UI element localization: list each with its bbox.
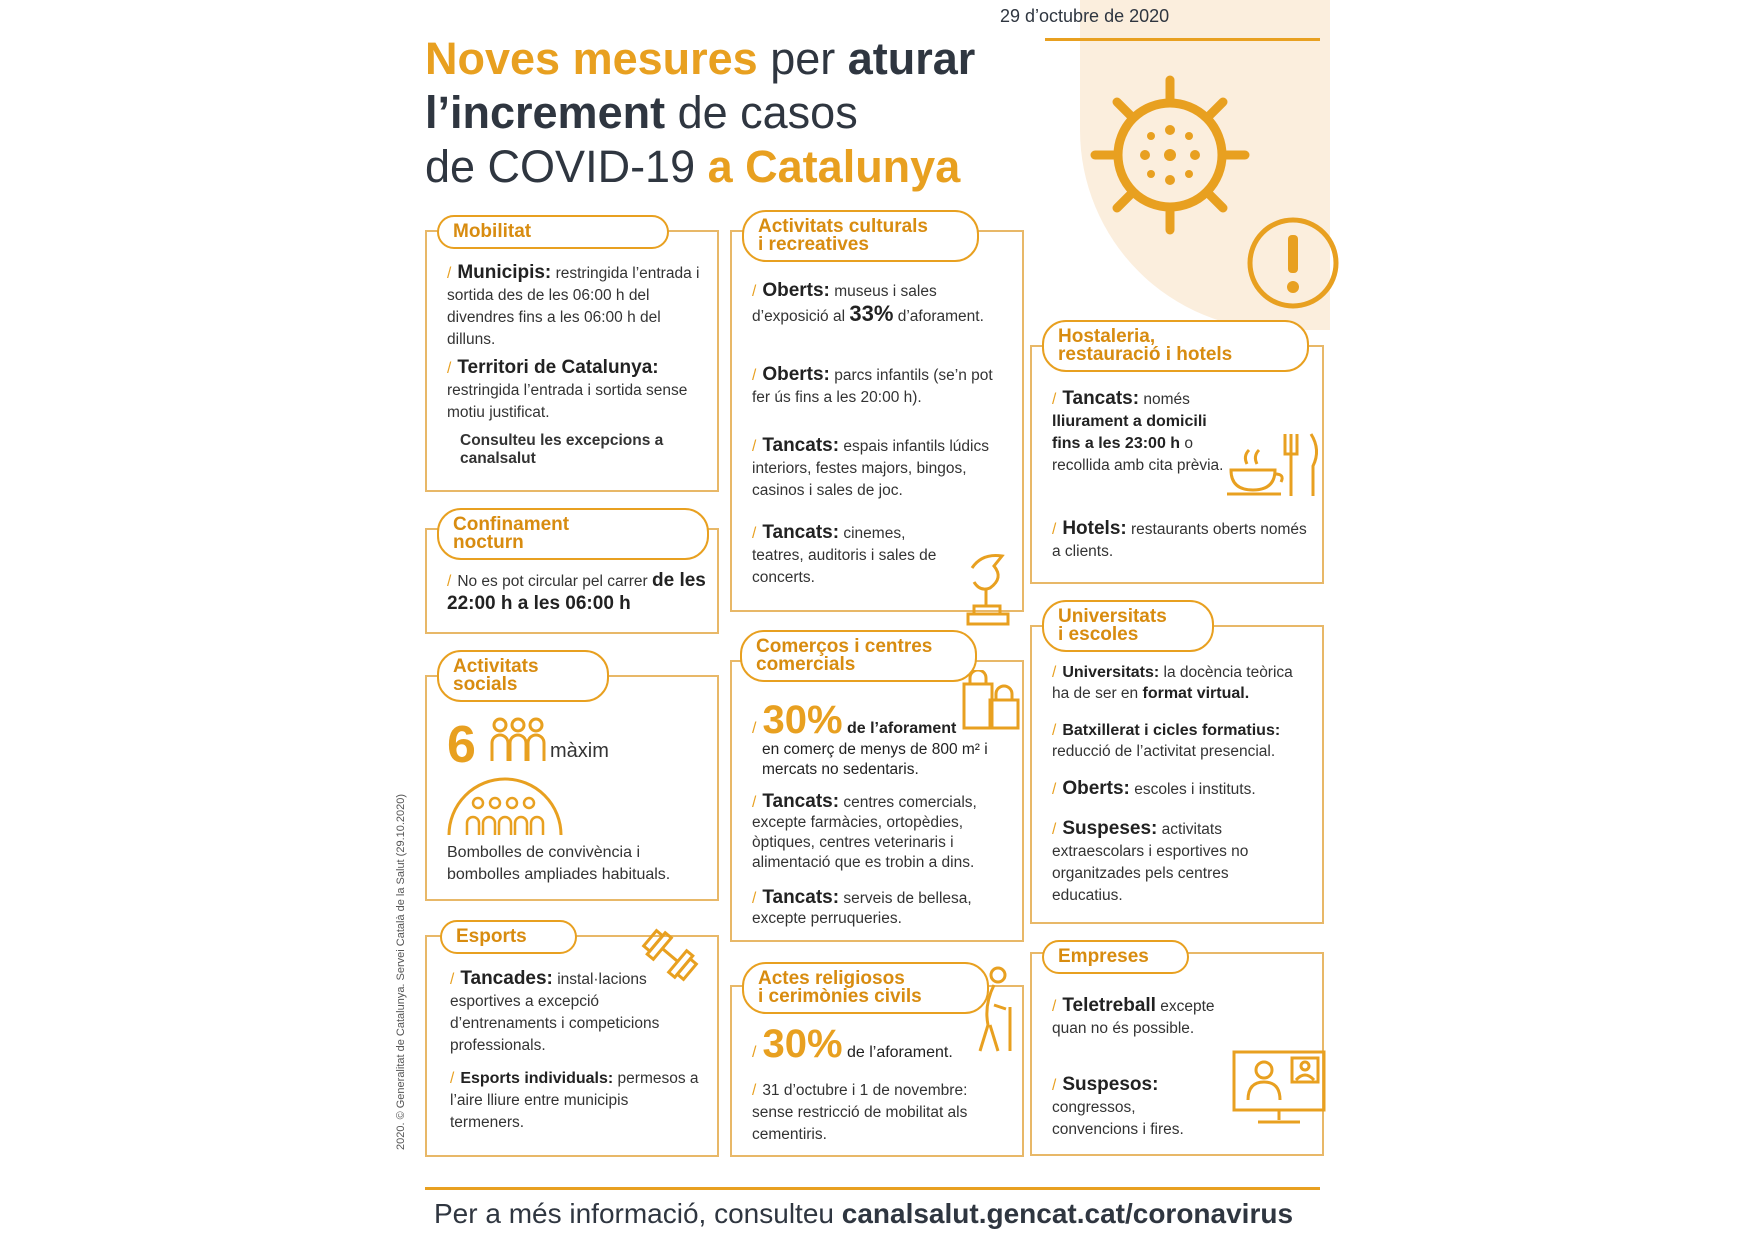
copyright-note: 2020. © Generalitat de Catalunya. Servei Català de la Salut (29.10.2020)	[395, 793, 407, 1150]
comercos-item-centres: / Tancats: centres comercials, excepte farmàcies, ortopèdies, òptiques, centres veterinaris i alimentació que es trobin a dins.	[752, 791, 977, 871]
universitats-item-oberts: / Oberts: escoles i instituts.	[1052, 778, 1256, 799]
socials-header: Activitats socials	[437, 650, 609, 702]
bubble-people-icon	[445, 775, 565, 837]
date: 29 d’octubre de 2020	[1000, 6, 1170, 26]
footer-link[interactable]: canalsalut.gencat.cat/coronavirus	[841, 1198, 1294, 1229]
cultura-item-cinemes: / Tancats: cinemes, teatres, auditoris i sales de concerts.	[752, 522, 937, 586]
hostaleria-item-tancats: / Tancats: només lliurament a domicili fins a les 23:00 h o recollida amb cita prèvia.	[1052, 388, 1224, 474]
empreses-item-suspesos: / Suspesos: congressos, convencions i fires.	[1052, 1074, 1184, 1138]
cultura-item-museus: / Oberts: museus i sales d’exposició al 33% d’aforament.	[752, 280, 984, 326]
statue-icon	[962, 548, 1014, 628]
warning-icon	[1245, 215, 1341, 311]
comercos-header: Comerços i centres comercials	[740, 630, 977, 682]
mobilitat-item-territori: / Territori de Catalunya: restringida l’entrada i sortida sense motiu justificat.	[447, 357, 688, 421]
mobilitat-item-municipis: / Municipis: restringida l’entrada i sortida des de les 06:00 h del divendres fins a les 06:00 h del dilluns.	[447, 262, 700, 348]
empreses-header: Empreses	[1042, 940, 1189, 974]
hostaleria-item-hotels: / Hotels: restaurants oberts només a clients.	[1052, 518, 1307, 560]
universitats-item-suspeses: / Suspeses: activitats extraescolars i esportives no organitzades pels centres educatius.	[1052, 818, 1249, 904]
footer-divider	[425, 1187, 1320, 1190]
socials-label: màxim	[550, 740, 609, 762]
footer-info: Per a més informació, consulteu canalsalut.gencat.cat/coronavirus	[434, 1198, 1294, 1229]
coffee-cutlery-icon	[1225, 430, 1325, 500]
comercos-item-aforament-detail: en comerç de menys de 800 m² i mercats no sedentaris.	[762, 741, 988, 778]
universitats-item-universitats: / Universitats: la docència teòrica ha de ser en format virtual.	[1052, 664, 1293, 702]
virus-icon	[1085, 70, 1255, 240]
universitats-header: Universitats i escoles	[1042, 600, 1214, 652]
religiosos-header: Actes religiosos i cerimònies civils	[742, 962, 989, 1014]
empreses-item-teletreball: / Teletreball excepte quan no és possible.	[1052, 995, 1215, 1037]
confinament-header: Confinament nocturn	[437, 508, 709, 560]
socials-text: Bombolles de convivència i bombolles ampliades habituals.	[447, 844, 671, 883]
esports-item-individuals: / Esports individuals: permesos a l’aire lliure entre municipis termeners.	[450, 1070, 699, 1131]
hostaleria-header: Hostaleria, restauració i hotels	[1042, 320, 1309, 372]
date-underline	[1045, 38, 1320, 41]
cultura-header: Activitats culturals i recreatives	[742, 210, 979, 262]
socials-number: 6	[447, 716, 476, 774]
esports-item-tancades: / Tancades: instal·lacions esportives a excepció d’entrenaments i competicions professionals.	[450, 968, 660, 1054]
people-group-icon	[490, 715, 546, 763]
religiosos-item-cementiris: / 31 d’octubre i 1 de novembre: sense restricció de mobilitat als cementiris.	[752, 1082, 968, 1143]
cultura-item-espais: / Tancats: espais infantils lúdics interiors, festes majors, bingos, casinos i sales de joc.	[752, 435, 989, 499]
video-call-icon	[1232, 1050, 1326, 1126]
religiosos-item-aforament: / 30% de l’aforament.	[752, 1022, 953, 1066]
comercos-item-bellesa: / Tancats: serveis de bellesa, excepte perruqueries.	[752, 887, 972, 927]
cultura-item-parcs: / Oberts: parcs infantils (se’n pot fer ús fins a les 20:00 h).	[752, 364, 993, 406]
universitats-item-batxillerat: / Batxillerat i cicles formatius: reducció de l’activitat presencial.	[1052, 722, 1281, 760]
comercos-item-aforament: / 30% de l’aforament	[752, 698, 957, 742]
confinament-text: / No es pot circular pel carrer de les 22:00 h a les 06:00 h	[447, 570, 706, 614]
page-title: Noves mesures per aturar l’increment de casos de COVID-19 a Catalunya	[425, 33, 976, 192]
esports-header: Esports	[440, 920, 577, 954]
mobilitat-header: Mobilitat	[437, 215, 669, 249]
mobilitat-note: Consulteu les excepcions a canalsalut	[460, 432, 664, 467]
